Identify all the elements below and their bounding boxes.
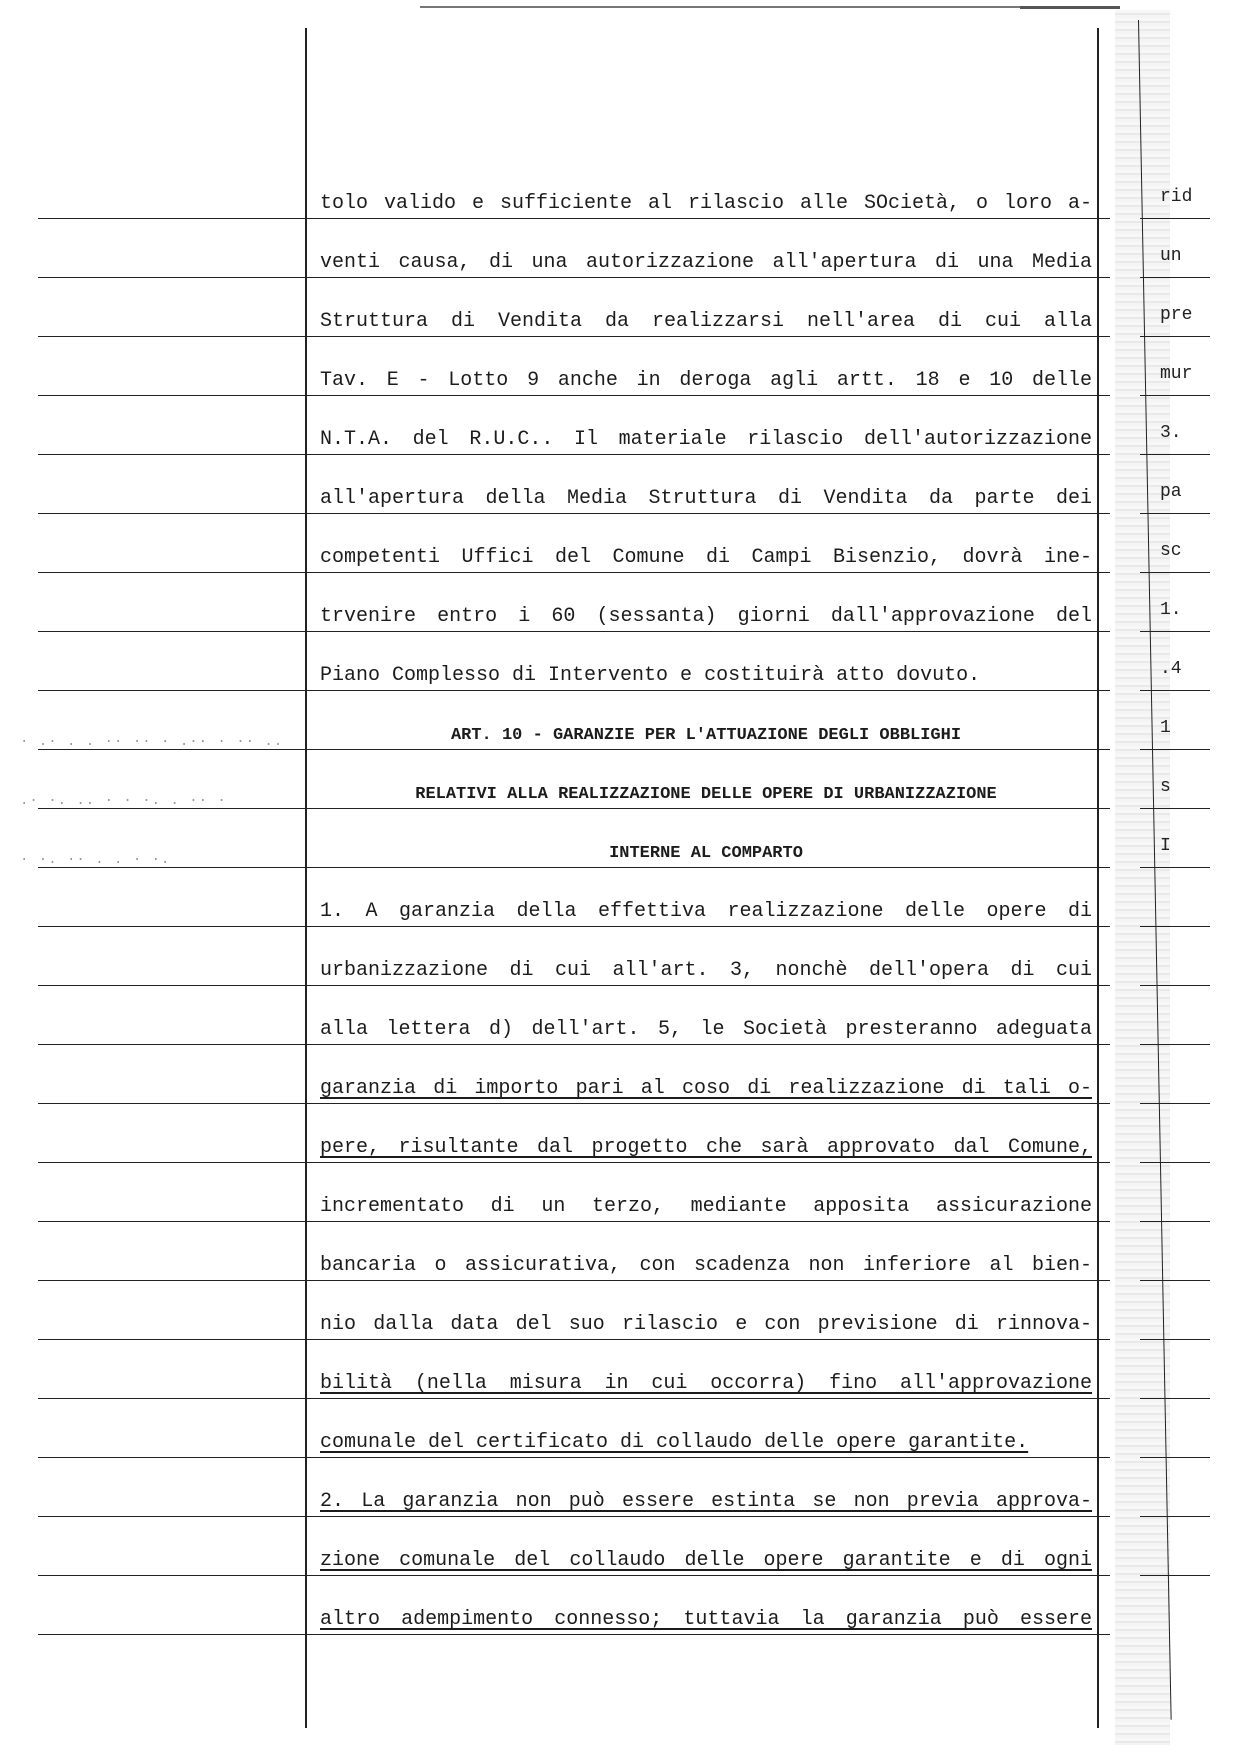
rule-line <box>38 1162 1110 1163</box>
article-heading-line-3: INTERNE AL COMPARTO <box>609 844 803 863</box>
text-line-4: Tav. E - Lotto 9 anche in deroga agli artt. 18 e 10 delle <box>320 369 1092 392</box>
margin-fragment: .4 <box>1160 659 1182 679</box>
rule-line <box>38 690 1110 691</box>
margin-fragment: rid <box>1160 187 1193 207</box>
margin-fragment: 1 <box>1160 718 1171 738</box>
text-line-25: altro adempimento connesso; tuttavia la garanzia può essere <box>320 1608 1092 1631</box>
rule-line <box>38 1221 1110 1222</box>
margin-rule-stub <box>1140 1162 1210 1163</box>
text-line-6: all'apertura della Media Struttura di Vendita da parte dei <box>320 487 1092 510</box>
text-line-5: N.T.A. del R.U.C.. Il materiale rilascio dell'autorizzazione <box>320 428 1092 451</box>
show-through-noise: .· ·. .. · · ·. . ·· · <box>20 793 227 809</box>
margin-rule-stub <box>1140 690 1210 691</box>
rule-line <box>38 1398 1110 1399</box>
margin-rule-stub <box>1140 1398 1210 1399</box>
text-line-21: bilità (nella misura in cui occorra) fino all'approvazione <box>320 1372 1092 1395</box>
top-scan-mark-dark <box>1020 6 1120 9</box>
rule-line <box>38 1103 1110 1104</box>
rule-line <box>38 1516 1110 1517</box>
margin-rule-stub <box>1140 867 1210 868</box>
text-line-20: nio dalla data del suo rilascio e con previsione di rinnova- <box>320 1313 1092 1336</box>
text-line-3: Struttura di Vendita da realizzarsi nell'area di cui alla <box>320 310 1092 333</box>
rule-line <box>38 867 1110 868</box>
text-line-13: 1. A garanzia della effettiva realizzazione delle opere di <box>320 900 1092 923</box>
text-line-8: trvenire entro i 60 (sessanta) giorni dall'approvazione del <box>320 605 1092 628</box>
margin-rule-stub <box>1140 1516 1210 1517</box>
margin-rule-stub <box>1140 926 1210 927</box>
left-margin-rule <box>305 28 307 1728</box>
rule-line <box>38 985 1110 986</box>
margin-rule-stub <box>1140 454 1210 455</box>
margin-rule-stub <box>1140 1221 1210 1222</box>
margin-rule-stub <box>1140 1575 1210 1576</box>
margin-fragment: 1. <box>1160 600 1182 620</box>
margin-rule-stub <box>1140 336 1210 337</box>
top-scan-mark <box>420 6 1120 8</box>
margin-fragment: sc <box>1160 541 1182 561</box>
rule-line <box>38 1575 1110 1576</box>
margin-rule-stub <box>1140 218 1210 219</box>
text-line-7: competenti Uffici del Comune di Campi Bisenzio, dovrà ine- <box>320 546 1092 569</box>
margin-rule-stub <box>1140 631 1210 632</box>
margin-rule-stub <box>1140 1280 1210 1281</box>
rule-line <box>38 1280 1110 1281</box>
text-line-23: 2. La garanzia non può essere estinta se non previa approva- <box>320 1490 1092 1513</box>
text-line-2: venti causa, di una autorizzazione all'apertura di una Media <box>320 251 1092 274</box>
margin-fragment: I <box>1160 836 1171 856</box>
right-margin-rule <box>1097 28 1099 1728</box>
margin-fragment: mur <box>1160 364 1193 384</box>
rule-line <box>38 218 1110 219</box>
rule-line <box>38 1634 1110 1635</box>
margin-rule-stub <box>1140 277 1210 278</box>
text-line-9: Piano Complesso di Intervento e costituirà atto dovuto. <box>320 664 981 687</box>
margin-fragment: 3. <box>1160 423 1182 443</box>
rule-line <box>38 513 1110 514</box>
text-line-1: tolo valido e sufficiente al rilascio alle SOcietà, o loro a- <box>320 192 1092 215</box>
rule-line <box>38 1339 1110 1340</box>
rule-line <box>38 572 1110 573</box>
margin-fragment: un <box>1160 246 1182 266</box>
margin-rule-stub <box>1140 808 1210 809</box>
margin-rule-stub <box>1140 749 1210 750</box>
text-line-19: bancaria o assicurativa, con scadenza non inferiore al bien- <box>320 1254 1092 1277</box>
margin-fragment: s <box>1160 777 1171 797</box>
show-through-noise: · ·. ·· . . · ·. <box>20 852 171 868</box>
text-line-22: comunale del certificato di collaudo delle opere garantite. <box>320 1431 1029 1454</box>
article-heading-line-2: RELATIVI ALLA REALIZZAZIONE DELLE OPERE DI URBANIZZAZIONE <box>415 785 997 804</box>
margin-rule-stub <box>1140 1339 1210 1340</box>
text-line-17: pere, risultante dal progetto che sarà approvato dal Comune, <box>320 1136 1092 1159</box>
margin-fragment: pre <box>1160 305 1193 325</box>
rule-line <box>38 631 1110 632</box>
text-line-16: garanzia di importo pari al coso di realizzazione di tali o- <box>320 1077 1092 1100</box>
margin-rule-stub <box>1140 395 1210 396</box>
text-line-15: alla lettera d) dell'art. 5, le Società presteranno adeguata <box>320 1018 1092 1041</box>
text-line-24: zione comunale del collaudo delle opere garantite e di ogni <box>320 1549 1092 1572</box>
margin-rule-stub <box>1140 985 1210 986</box>
rule-line <box>38 1457 1110 1458</box>
rule-line <box>38 454 1110 455</box>
show-through-noise: · .· . . ·· ·· · .·· · ·· .. <box>20 734 284 750</box>
rule-line <box>38 277 1110 278</box>
rule-line <box>38 926 1110 927</box>
margin-fragment: pa <box>1160 482 1182 502</box>
text-line-18: incrementato di un terzo, mediante apposita assicurazione <box>320 1195 1092 1218</box>
margin-rule-stub <box>1140 572 1210 573</box>
margin-rule-stub <box>1140 1457 1210 1458</box>
text-line-14: urbanizzazione di cui all'art. 3, nonchè dell'opera di cui <box>320 959 1092 982</box>
rule-line <box>38 1044 1110 1045</box>
rule-line <box>38 336 1110 337</box>
article-heading-line-1: ART. 10 - GARANZIE PER L'ATTUAZIONE DEGLI OBBLIGHI <box>450 726 962 745</box>
margin-rule-stub <box>1140 1103 1210 1104</box>
margin-rule-stub <box>1140 1044 1210 1045</box>
margin-rule-stub <box>1140 513 1210 514</box>
rule-line <box>38 395 1110 396</box>
